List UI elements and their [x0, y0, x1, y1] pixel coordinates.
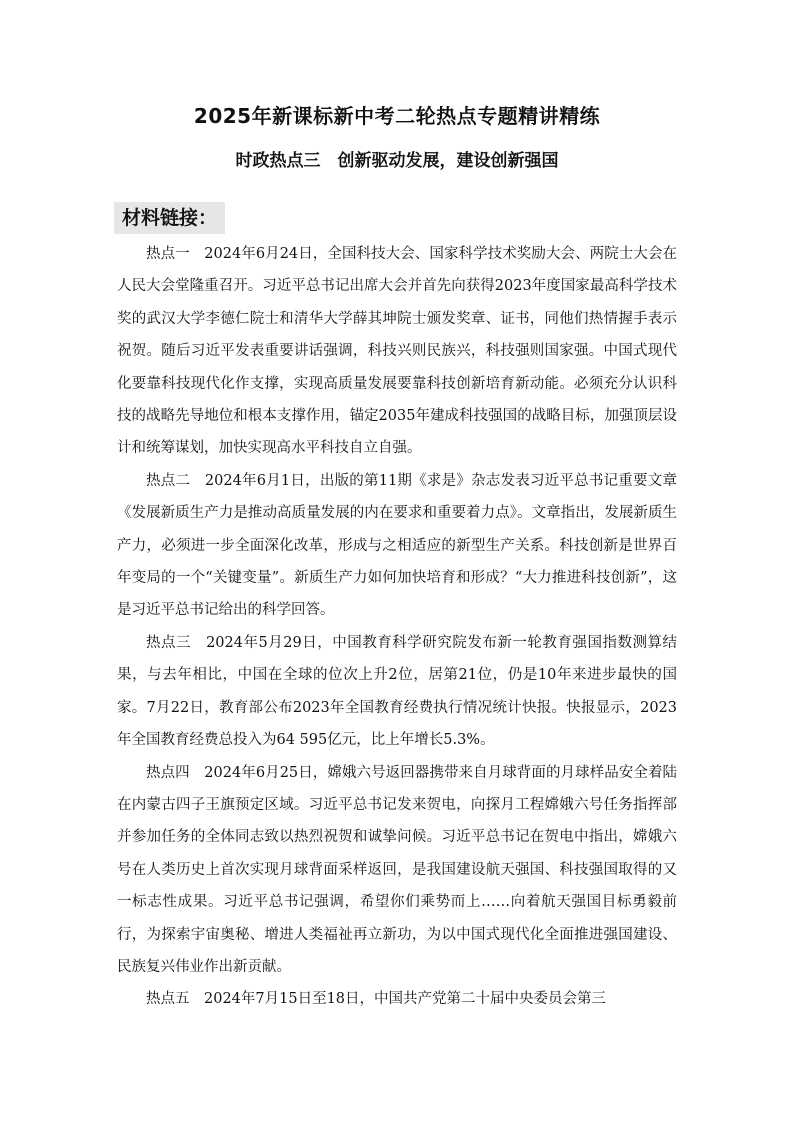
hotspot-label: 热点四: [146, 764, 205, 781]
hotspot-paragraph-2: [117, 465, 677, 627]
hotspot-paragraph-3: [117, 627, 677, 757]
hotspot-text: 2024年5月29日，中国教育科学研究院发布新一轮教育强国指数测算结果，与去年相比，中国在全球的位次上升2位，居第21位，仍是10年来进步最快的国家。7月22日，教育部公布2023年全国教育经费执行情况统计快报。快报显示，2023年全国教育经费总投入为64 595亿元，比上年增长5.3%。: [117, 634, 678, 749]
document-title: 2025年新课标新中考二轮热点专题精讲精练: [193, 104, 601, 128]
hotspot-text: 2024年6月25日，嫦娥六号返回器携带来自月球背面的月球样品安全着陆在内蒙古四子王旗预定区域。习近平总书记发来贺电，向探月工程嫦娥六号任务指挥部并参加任务的全体同志致以热烈祝贺和诚挚问候。习近平总书记在贺电中指出，嫦娥六号在人类历史上首次实现月球背面采样返回，是我国建设航天强国、科技强国取得的又一标志性成果。习近平总书记强调，希望你们乘势而上……向着航天强国目标勇毅前行，为探索宇宙奥秘、增进人类福祉再立新功，为以中国式现代化全面推进强国建设、民族复兴伟业作出新贡献。: [117, 764, 678, 975]
hotspot-paragraph-1: [117, 238, 677, 465]
document-body: [117, 238, 677, 1016]
hotspot-text: 2024年6月24日，全国科技大会、国家科学技术奖励大会、两院士大会在人民大会堂隆重召开。习近平总书记出席大会并首先向获得2023年度国家最高科学技术奖的武汉大学李德仁院士和清华大学薛其坤院士颁发奖章、证书，同他们热情握手表示祝贺。随后习近平发表重要讲话强调，科技兴则民族兴，科技强则国家强。中国式现代化要靠科技现代化作支撑，实现高质量发展要靠科技创新培育新动能。必须充分认识科技的战略先导地位和根本支撑作用，锚定2035年建成科技强国的战略目标，加强顶层设计和统筹谋划，加快实现高水平科技自立自强。: [117, 246, 678, 457]
section-heading-material-links: 材料链接：: [114, 202, 225, 234]
hotspot-paragraph-5: [117, 983, 677, 1015]
hotspot-paragraph-4: [117, 757, 677, 984]
hotspot-label: 热点五: [146, 991, 204, 1008]
hotspot-label: 热点二: [146, 472, 205, 489]
hotspot-label: 热点一: [146, 246, 205, 262]
hotspot-text: 2024年7月15日至18日，中国共产党第二十届中央委员会第三: [204, 991, 607, 1008]
hotspot-label: 热点三: [146, 634, 207, 651]
hotspot-text: 2024年6月1日，出版的第11期《求是》杂志发表习近平总书记重要文章《发展新质生产力是推动高质量发展的内在要求和重要着力点》。文章指出，发展新质生产力，必须进一步全面深化改革，形成与之相适应的新型生产关系。科技创新是世界百年变局的一个“关键变量”。新质生产力如何加快培育和形成？“大力推进科技创新”，这是习近平总书记给出的科学回答。: [117, 472, 677, 619]
document-subtitle: 时政热点三 创新驱动发展，建设创新强国: [235, 151, 559, 171]
